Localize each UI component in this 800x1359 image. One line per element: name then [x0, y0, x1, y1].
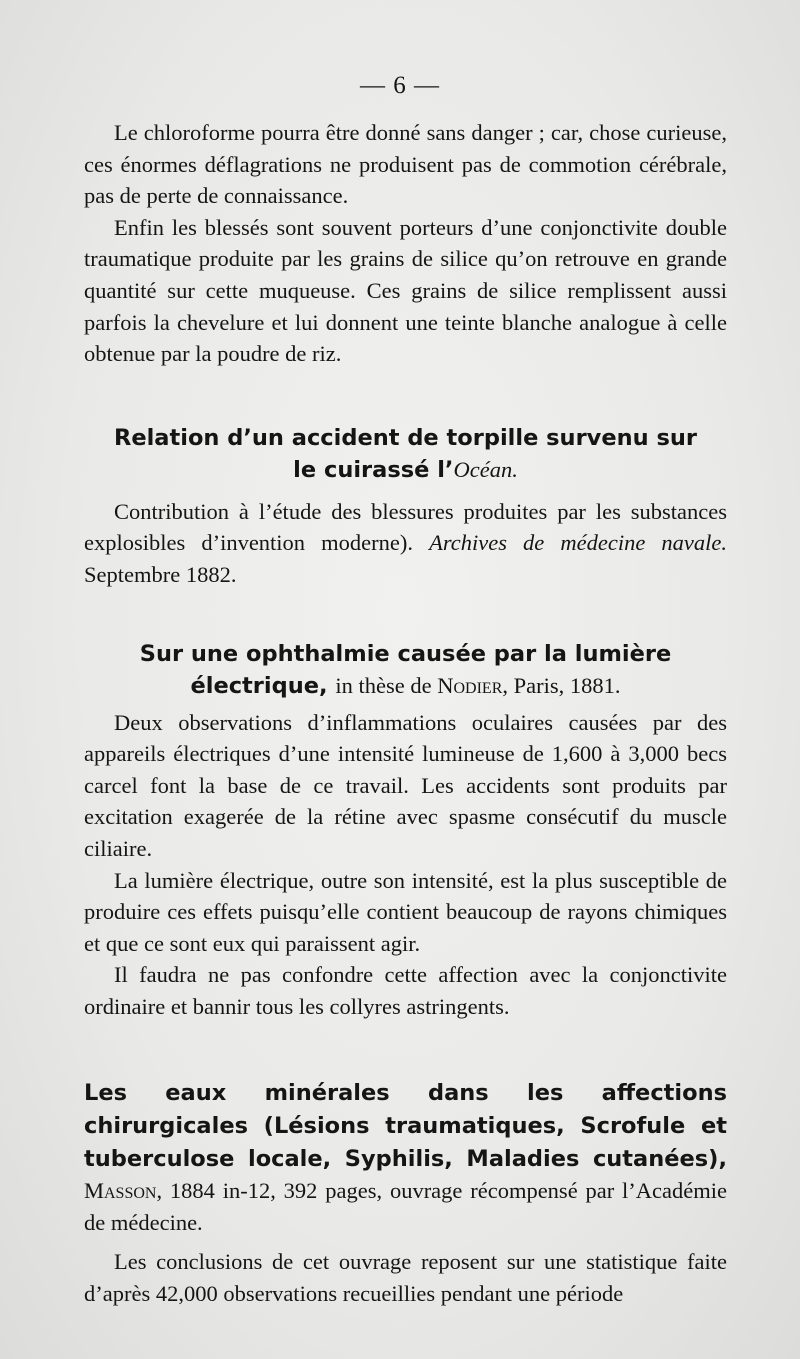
section-title-line: Relation d’un accident de torpille survenu sur [114, 424, 697, 451]
book-title: Les eaux minérales dans les affections chirurgicales (Lésions traumatiques, Scrofule et tuberculose locale, Syphilis, Maladies cutanées), [84, 1080, 727, 1172]
section-ophtalmie [84, 639, 727, 1023]
publisher-name: Masson [84, 1178, 157, 1204]
section-title [84, 423, 727, 486]
paragraph: Deux observations d’inflammations oculaires causées par des appareils électriques d’une intensité lumineuse de 1,600 à 3,000 becs carcel font la base de ce travail. Les accidents sont produits par excitation exagerée de la rétine avec spasme consécutif du muscle ciliaire. [84, 709, 727, 861]
section-torpille [84, 423, 727, 591]
intro-text [84, 117, 727, 370]
book-reference [84, 1077, 727, 1238]
section-eaux-minerales [84, 1077, 727, 1309]
section-body [84, 707, 727, 1023]
section-title-line: le cuirassé l’ [293, 456, 454, 483]
page-number: — 6 — [360, 72, 440, 99]
thesis-prefix: in thèse de [335, 672, 432, 698]
journal-name: Archives de médecine navale. [429, 530, 728, 556]
ship-name: Océan. [453, 456, 518, 482]
author-name: Nodier [437, 672, 503, 698]
paragraph: La lumière électrique, outre son intensité, est la plus susceptible de produire ces effets puisqu’elle contient beaucoup de rayons chimiques et que ce sont eux qui paraissent agir. [84, 867, 727, 956]
page-content [84, 117, 727, 1310]
paragraph: Le chloroforme pourra être donné sans danger ; car, chose curieuse, ces énormes déflagrations ne produisent pas de commotion cérébrale, pas de perte de connaissance. [84, 120, 727, 209]
thesis-place-date: , Paris, 1881. [502, 672, 621, 698]
section-title-line: électrique, [190, 672, 328, 699]
paragraph: Les conclusions de cet ouvrage reposent sur une statistique faite d’après 42,000 observations recueillies pendant une période [84, 1249, 727, 1307]
paragraph: Enfin les blessés sont souvent porteurs d’une conjonctivite double traumatique produite par les grains de silice qu’on retrouve en grande quantité sur cette muqueuse. Ces grains de silice remplissent aussi parfois la chevelure et lui donnent une teinte blanche analogue à celle obtenue par la poudre de riz. [84, 214, 727, 367]
reference-text: Contribution à l’étude des blessures produites par les substances explosibles d’invention moderne). [84, 498, 727, 556]
section-body [84, 1246, 727, 1309]
reference [84, 496, 727, 591]
thesis-info [335, 673, 620, 698]
reference-date: Septembre 1882. [84, 561, 237, 587]
paragraph: Il faudra ne pas confondre cette affection avec la conjonctivite ordinaire et bannir tous les collyres astringents. [84, 962, 727, 1019]
section-title-line: Sur une ophthalmie causée par la lumière [139, 640, 672, 667]
section-title [84, 639, 727, 702]
publication-details: , 1884 in-12, 392 pages, ouvrage récompensé par l’Académie de médecine. [84, 1178, 727, 1235]
